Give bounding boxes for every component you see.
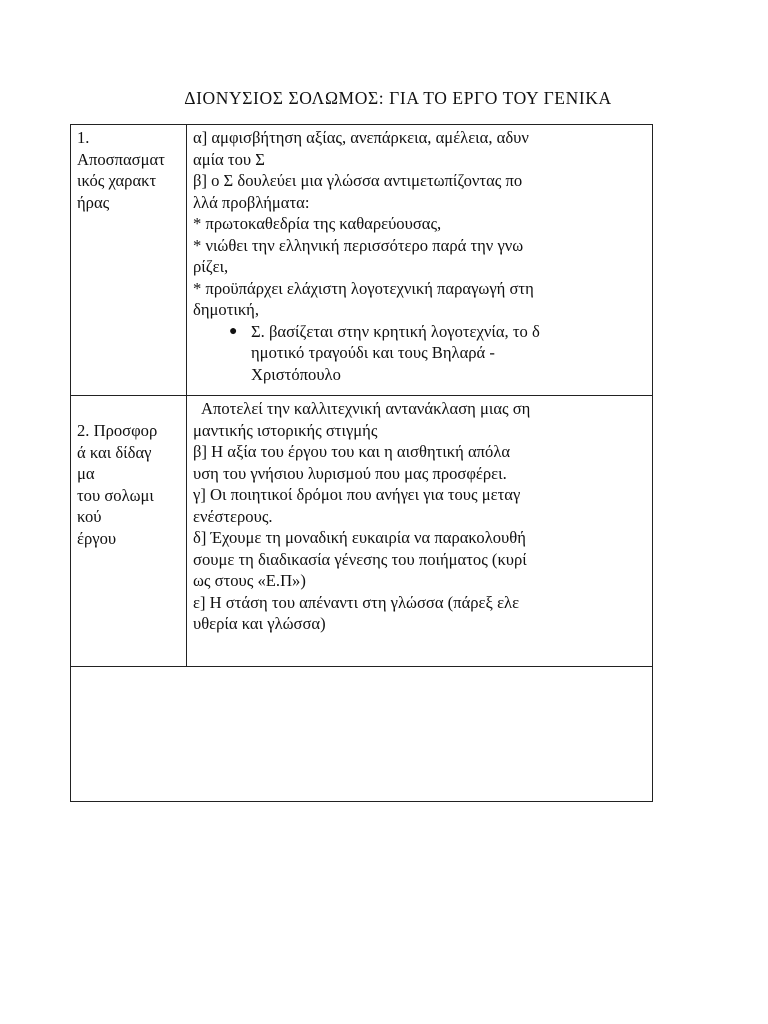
- bullet-line: ημοτικό τραγούδι και τους Βηλαρά -: [251, 343, 495, 362]
- table-row: [71, 125, 653, 396]
- content-line: α] αμφισβήτηση αξίας, ανεπάρκεια, αμέλεια, αδυν: [193, 128, 529, 147]
- content-line: * προϋπάρχει ελάχιστη λογοτεχνική παραγωγή στη: [193, 278, 534, 298]
- content-table: [70, 124, 653, 802]
- row2-label-line: 2. Προσφορ: [77, 421, 158, 440]
- bullet-line: Χριστόπουλο: [251, 364, 341, 384]
- row2-content-cell: [187, 396, 653, 667]
- row2-label-cell: [71, 396, 187, 667]
- content-line: μαντικής ιστορικής στιγμής: [193, 420, 378, 440]
- row1-label-line: 1.: [77, 128, 90, 147]
- bullet-item: [229, 321, 644, 386]
- row1-label-cell: [71, 125, 187, 396]
- document-title: ΔΙΟΝΥΣΙΟΣ ΣΟΛΩΜΟΣ: ΓΙΑ ΤΟ ΕΡΓΟ ΤΟΥ ΓΕΝΙΚΑ: [184, 88, 612, 108]
- content-line: β] Η αξία του έργου του και η αισθητική απόλα: [193, 442, 511, 461]
- content-line: ως στους «Ε.Π»): [193, 571, 306, 590]
- row1-label-line: Αποσπασματ: [77, 149, 165, 169]
- bullet-dot-icon: ●: [229, 323, 238, 339]
- empty-cell: [71, 667, 653, 802]
- row2-label-line: έργου: [77, 528, 117, 548]
- row1-label-line: ήρας: [77, 192, 110, 212]
- content-line: αμία του Σ: [193, 149, 265, 169]
- content-line: β] ο Σ δουλεύει μια γλώσσα αντιμετωπίζοντας πο: [193, 171, 523, 190]
- row1-label-line: ικός χαρακτ: [77, 171, 157, 190]
- bullet-line: Σ. βασίζεται στην κρητική λογοτεχνία, το δ: [251, 321, 540, 341]
- row2-label-line: του σολωμι: [77, 485, 154, 505]
- row2-label-line: κού: [77, 507, 102, 526]
- table-row: [71, 667, 653, 802]
- content-line: ε] Η στάση του απέναντι στη γλώσσα (πάρεξ ελε: [193, 592, 520, 612]
- row2-label-line: μα: [77, 464, 95, 483]
- content-line: λλά προβλήματα:: [193, 192, 310, 212]
- content-line: δημοτική,: [193, 300, 260, 319]
- content-line: ενέστερους.: [193, 506, 273, 526]
- row1-content-cell: [187, 125, 653, 396]
- content-line: * νιώθει την ελληνική περισσότερο παρά την γνω: [193, 235, 524, 255]
- row2-label-line: ά και δίδαγ: [77, 442, 152, 462]
- content-line: υση του γνήσιου λυρισμού που μας προσφέρει.: [193, 463, 507, 483]
- content-line: γ] Οι ποιητικοί δρόμοι που ανήγει για τους μεταγ: [193, 485, 521, 504]
- content-line: Αποτελεί την καλλιτεχνική αντανάκλαση μιας ση: [201, 399, 531, 418]
- content-line: σουμε τη διαδικασία γένεσης του ποιήματος (κυρί: [193, 549, 527, 569]
- content-line: δ] Έχουμε τη μοναδική ευκαιρία να παρακολουθή: [193, 528, 526, 547]
- table-row: [71, 396, 653, 667]
- content-line: ρίζει,: [193, 257, 229, 276]
- content-line: υθερία και γλώσσα): [193, 614, 326, 633]
- content-line: * πρωτοκαθεδρία της καθαρεύουσας,: [193, 214, 442, 233]
